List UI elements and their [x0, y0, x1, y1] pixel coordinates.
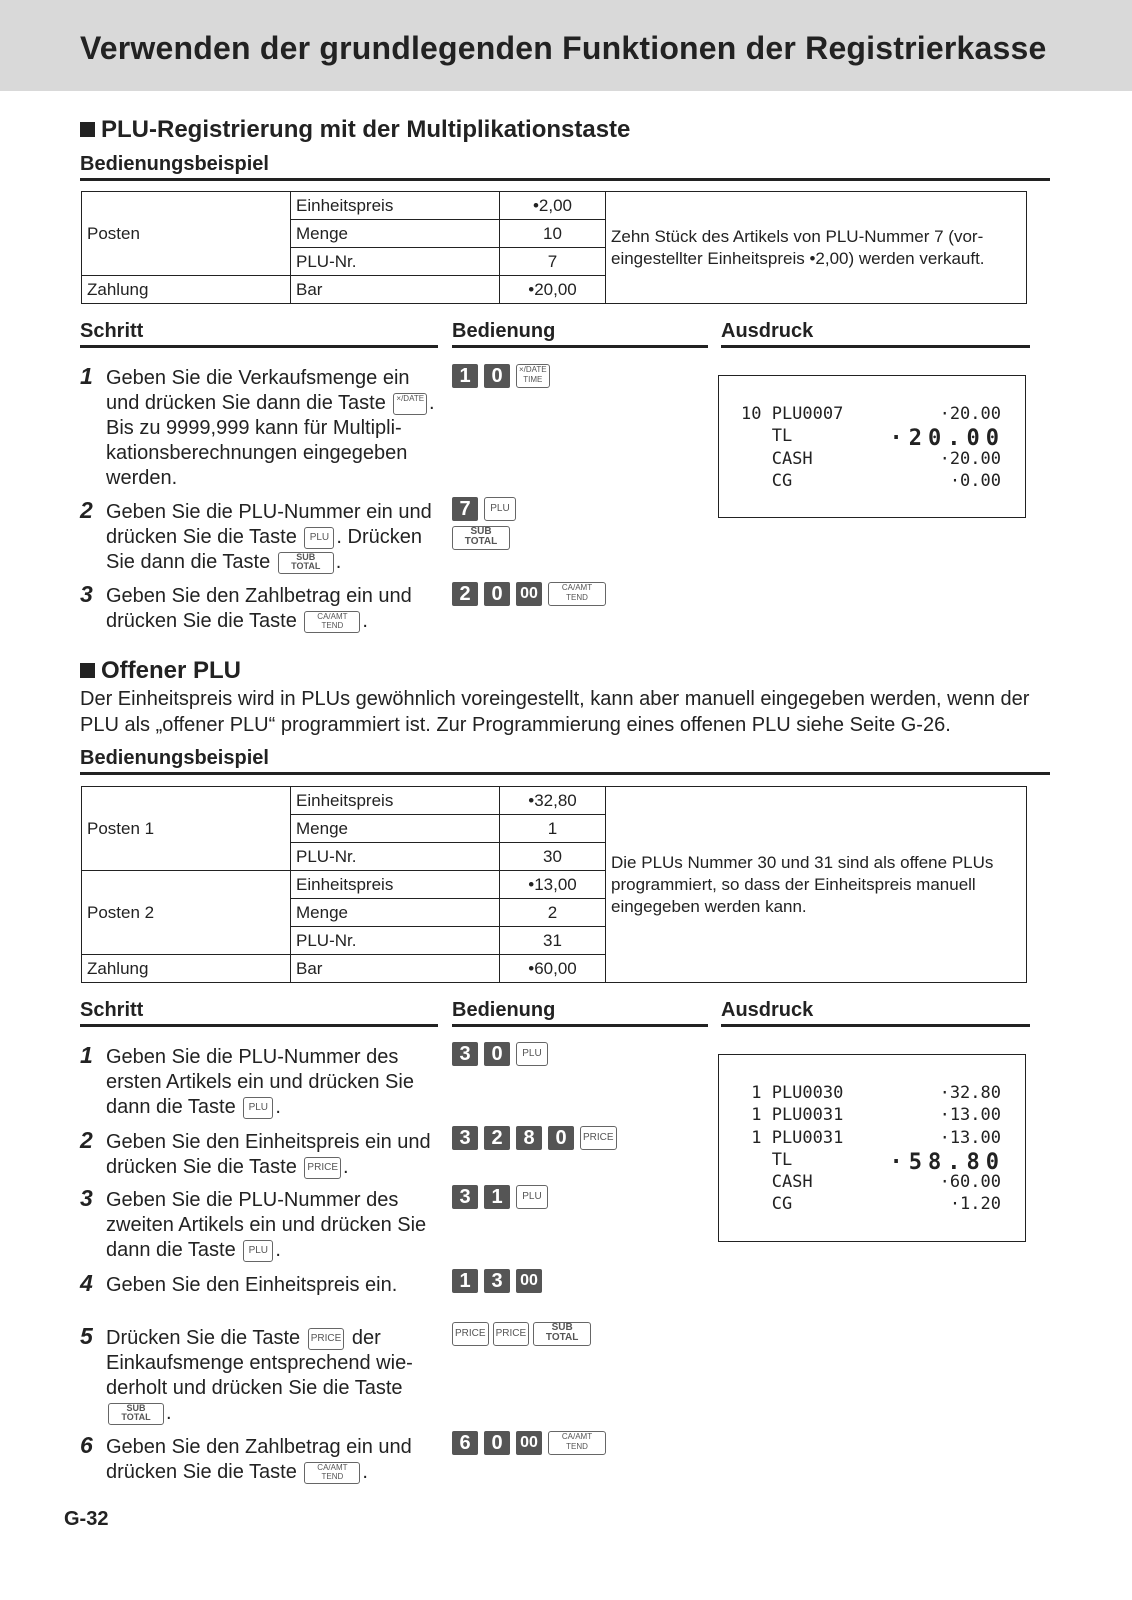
cell-value: 30 — [500, 843, 606, 871]
step-text-c: . — [335, 551, 342, 573]
s1-ops-1 — [452, 364, 554, 388]
cell-menge-value: 10 — [500, 220, 606, 248]
s2-ops-3 — [452, 1185, 552, 1209]
x-date-time-key-icon: ×/DATE TIME — [516, 364, 550, 388]
receipt-line: CG ·1.20 — [741, 1194, 1001, 1214]
key-1: 1 — [484, 1185, 510, 1209]
s2-ops-4 — [452, 1269, 548, 1293]
cell-einheitspreis-value: •2,00 — [500, 192, 606, 220]
key-3: 3 — [452, 1185, 478, 1209]
s1-ops-3 — [452, 582, 610, 606]
cell-posten-2: Posten 2 — [82, 871, 291, 955]
key-00: 00 — [516, 582, 542, 606]
cell-value: 31 — [500, 927, 606, 955]
s1-step-3 — [80, 581, 440, 634]
key-6: 6 — [452, 1431, 478, 1455]
section2-title — [80, 657, 241, 685]
cell-value: •60,00 — [500, 955, 606, 983]
cell-einheitspreis: Einheitspreis — [291, 787, 500, 815]
cell-zahlung: Zahlung — [82, 276, 291, 304]
step-text-b: . — [342, 1156, 349, 1178]
s2-ops-6 — [452, 1431, 610, 1455]
ca-amt-tend-key-icon: CA/AMT TEND — [304, 611, 360, 633]
receipt-total-line: TL ·58.80 — [741, 1150, 1005, 1175]
s2-step-6 — [80, 1432, 440, 1485]
key-00: 00 — [516, 1269, 542, 1293]
s2-step-3 — [80, 1185, 440, 1263]
step-text-b: der Einkaufsmenge entsprechend wie-derholt und drücken Sie die Taste — [106, 1327, 413, 1399]
square-bullet-icon — [80, 663, 95, 678]
step-text: Geben Sie den Zahlbetrag ein und drücken Sie die Taste — [106, 1436, 412, 1483]
cell-einheitspreis: Einheitspreis — [291, 871, 500, 899]
step-text: Geben Sie die Verkaufsmenge ein und drücken Sie dann die Taste — [106, 367, 410, 414]
col-bedienung: Bedienung — [452, 320, 708, 348]
cell-bar: Bar — [291, 276, 500, 304]
s1-step-2 — [80, 497, 440, 575]
receipt-line: 1 PLU0030 ·32.80 — [741, 1083, 1001, 1103]
step-number: 5 — [80, 1323, 93, 1349]
page-number: G-32 — [64, 1508, 109, 1530]
cell-einheitspreis: Einheitspreis — [291, 192, 500, 220]
subtotal-key-icon: SUB TOTAL — [108, 1403, 164, 1425]
subtotal-key-icon: SUB TOTAL — [278, 552, 334, 574]
key-0: 0 — [484, 364, 510, 388]
key-3: 3 — [452, 1126, 478, 1150]
col-schritt: Schritt — [80, 320, 438, 348]
section1-example-label: Bedienungsbeispiel — [80, 153, 1050, 181]
price-key-icon: PRICE — [493, 1322, 530, 1346]
step-text-b: . — [362, 1461, 368, 1483]
plu-key-icon: PLU — [243, 1097, 273, 1119]
cell-value: •32,80 — [500, 787, 606, 815]
s2-step-4 — [80, 1270, 440, 1298]
receipt-total-line: TL ·20.00 — [741, 426, 1005, 451]
receipt-line: CASH ·60.00 — [741, 1172, 1001, 1192]
plu-key-icon: PLU — [304, 527, 334, 549]
key-0: 0 — [484, 582, 510, 606]
x-date-time-key-icon: ×/DATE — [393, 393, 427, 415]
receipt-line: 1 PLU0031 ·13.00 — [741, 1128, 1001, 1148]
col-schritt: Schritt — [80, 999, 438, 1027]
plu-key-icon: PLU — [516, 1042, 548, 1066]
receipt-line: CASH ·20.00 — [741, 449, 1001, 469]
key-1: 1 — [452, 364, 478, 388]
key-2: 2 — [452, 582, 478, 606]
key-2: 2 — [484, 1126, 510, 1150]
step-text-b: . — [275, 1239, 281, 1261]
section2-intro: Der Einheitspreis wird in PLUs gewöhnlich voreingestellt, kann aber manuell eingegeben werden, wenn der PLU als „offener PLU“ programmiert ist. Zur Programmierung eines offenen PLU siehe Seite G-26. — [80, 688, 1030, 736]
key-00: 00 — [516, 1431, 542, 1455]
step-number: 3 — [80, 1185, 93, 1211]
step-text-b: . Bis zu 9999,999 kann für Multipli-kationsberechnungen eingegeben werden. — [106, 392, 435, 489]
cell-bar-value: •20,00 — [500, 276, 606, 304]
ca-amt-tend-key-icon: CA/AMT TEND — [304, 1462, 360, 1484]
s2-step-1 — [80, 1042, 440, 1120]
step-number: 4 — [80, 1270, 93, 1296]
price-key-icon: PRICE — [304, 1157, 341, 1179]
square-bullet-icon — [80, 122, 95, 137]
key-3: 3 — [452, 1042, 478, 1066]
cell-note: Zehn Stück des Artikels von PLU-Nummer 7 (vor-eingestellter Einheitspreis •2,00) werden verkauft. — [606, 192, 1027, 304]
step-text: Drücken Sie die Taste — [106, 1327, 301, 1349]
key-3: 3 — [484, 1269, 510, 1293]
cell-posten: Posten — [82, 192, 291, 276]
plu-key-icon: PLU — [243, 1240, 273, 1262]
col-ausdruck: Ausdruck — [721, 320, 1030, 348]
section1-example-table — [81, 191, 1027, 304]
step-text-b: . — [362, 610, 368, 632]
subtotal-key-icon: SUB TOTAL — [533, 1322, 591, 1346]
ca-amt-tend-key-icon: CA/AMT TEND — [548, 1431, 606, 1455]
step-number: 3 — [80, 581, 93, 607]
cell-menge: Menge — [291, 815, 500, 843]
cell-plu: PLU-Nr. — [291, 843, 500, 871]
step-text: Geben Sie die PLU-Nummer des zweiten Artikels ein und drücken Sie dann die Taste — [106, 1189, 427, 1261]
key-1: 1 — [452, 1269, 478, 1293]
s2-step-2 — [80, 1127, 440, 1180]
key-0: 0 — [484, 1042, 510, 1066]
step-text-b: . Drücken Sie dann die Taste — [106, 526, 423, 573]
cell-zahlung: Zahlung — [82, 955, 291, 983]
key-7: 7 — [452, 497, 478, 521]
step-number: 1 — [80, 1042, 93, 1068]
cell-plu: PLU-Nr. — [291, 248, 500, 276]
step-number: 2 — [80, 497, 93, 523]
section1-title — [80, 116, 630, 144]
cell-menge: Menge — [291, 220, 500, 248]
cell-value: •13,00 — [500, 871, 606, 899]
price-key-icon: PRICE — [452, 1322, 489, 1346]
plu-key-icon: PLU — [516, 1185, 548, 1209]
step-number: 2 — [80, 1127, 93, 1153]
s2-receipt — [718, 1054, 1026, 1242]
step-text: Geben Sie den Zahlbetrag ein und drücken Sie die Taste — [106, 585, 412, 632]
receipt-line: 10 PLU0007 ·20.00 — [741, 404, 1001, 424]
col-ausdruck: Ausdruck — [721, 999, 1030, 1027]
s2-ops-5 — [452, 1322, 595, 1346]
step-text: Geben Sie die PLU-Nummer ein und drücken Sie die Taste — [106, 501, 432, 548]
s1-receipt — [718, 375, 1026, 518]
cell-plu-value: 7 — [500, 248, 606, 276]
step-number: 6 — [80, 1432, 93, 1458]
s2-step-5 — [80, 1323, 440, 1426]
page-title: Verwenden der grundlegenden Funktionen der Registrierkasse — [80, 30, 1047, 66]
subtotal-key-icon: SUB TOTAL — [452, 526, 510, 550]
ca-amt-tend-key-icon: CA/AMT TEND — [548, 582, 606, 606]
cell-menge: Menge — [291, 899, 500, 927]
step-text: Geben Sie den Einheitspreis ein und drücken Sie die Taste — [106, 1131, 431, 1178]
page-header — [0, 0, 1132, 91]
cell-bar: Bar — [291, 955, 500, 983]
s1-step-1 — [80, 363, 440, 491]
plu-key-icon: PLU — [484, 497, 516, 521]
receipt-line: CG ·0.00 — [741, 471, 1001, 491]
step-text-b: . — [275, 1096, 281, 1118]
key-8: 8 — [516, 1126, 542, 1150]
section1-title-text: PLU-Registrierung mit der Multiplikationstaste — [101, 116, 631, 143]
col-bedienung: Bedienung — [452, 999, 708, 1027]
key-0: 0 — [548, 1126, 574, 1150]
section2-example-label: Bedienungsbeispiel — [80, 747, 1050, 775]
section2-title-text: Offener PLU — [101, 657, 242, 684]
cell-plu: PLU-Nr. — [291, 927, 500, 955]
key-0: 0 — [484, 1431, 510, 1455]
section2-example-table — [81, 786, 1027, 983]
cell-value: 2 — [500, 899, 606, 927]
step-text-c: . — [166, 1402, 172, 1424]
receipt-line: 1 PLU0031 ·13.00 — [741, 1105, 1001, 1125]
step-text: Geben Sie den Einheitspreis ein. — [106, 1274, 398, 1296]
step-number: 1 — [80, 363, 93, 389]
price-key-icon: PRICE — [308, 1328, 345, 1350]
cell-note: Die PLUs Nummer 30 und 31 sind als offene PLUs programmiert, so dass der Einheitspreis manuell eingegeben werden kann. — [606, 787, 1027, 983]
price-key-icon: PRICE — [580, 1126, 617, 1150]
step-text: Geben Sie die PLU-Nummer des ersten Artikels ein und drücken Sie dann die Taste — [106, 1046, 414, 1118]
cell-value: 1 — [500, 815, 606, 843]
s2-ops-1 — [452, 1042, 552, 1066]
s1-ops-2 — [452, 497, 520, 550]
s2-ops-2 — [452, 1126, 621, 1150]
cell-posten-1: Posten 1 — [82, 787, 291, 871]
